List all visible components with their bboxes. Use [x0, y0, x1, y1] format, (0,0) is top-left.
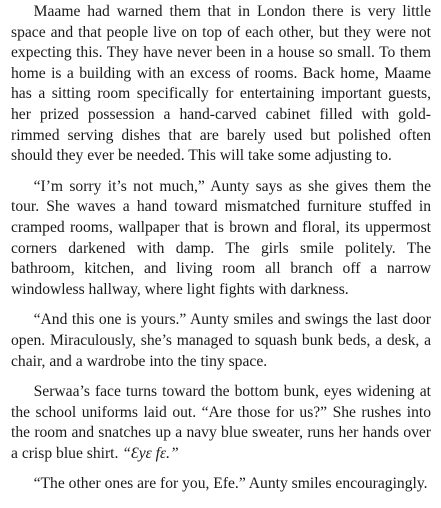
- paragraph-4: [11, 382, 431, 464]
- paragraph-2: “I’m sorry it’s not much,” Aunty says as she gives them the tour. She waves a hand toward mismatched furniture stuffed in cramped rooms, wallpaper that is brown and floral, its uppermost corners darkened with damp. The girls smile politely. The bathroom, kitchen, and living room all branch off a narrow windowless hallway, where light fights with darkness.: [11, 177, 431, 298]
- twi-phrase: “Ɛyɛ fɛ.”: [122, 444, 179, 462]
- paragraph-3: “And this one is yours.” Aunty smiles and swings the last door open. Miraculously, she’s managed to squash bunk beds, a desk, a chair, and a wardrobe into the tiny space.: [11, 311, 431, 370]
- paragraph-1: Maame had warned them that in London there is very little space and that people live on top of each other, but they were not expecting this. They have never been in a house so small. To them home is a building with an excess of rooms. Back home, Maame has a sitting room specifically for entertaining important guests, her prized possession a hand-carved cabinet filled with gold-rimmed serving dishes that are barely used but polished often should they ever be needed. This will take some adjusting to.: [11, 3, 431, 165]
- book-page: [11, 2, 431, 495]
- paragraph-4-text: Serwaa’s face turns toward the bottom bunk, eyes widening at the school uniforms laid out. “Are those for us?” She rushes into the room and snatches up a navy blue sweater, runs her hands over a crisp blue shirt.: [11, 383, 431, 462]
- paragraph-5: “The other ones are for you, Efe.” Aunty smiles encouragingly.: [33, 475, 428, 493]
